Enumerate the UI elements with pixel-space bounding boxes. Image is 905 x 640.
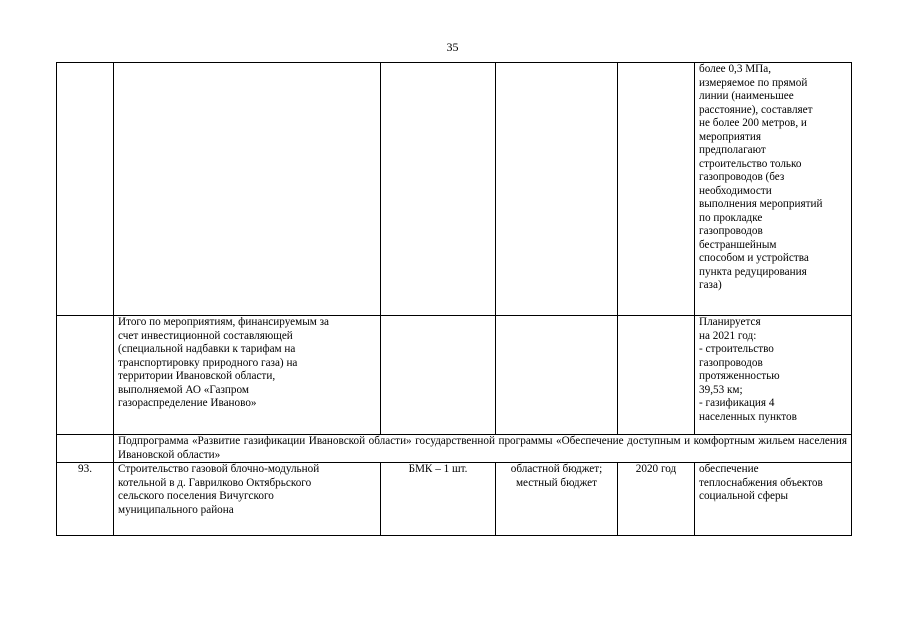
cell-name	[114, 316, 381, 435]
cell-number	[57, 316, 114, 435]
text-line: счет инвестиционной составляющей	[118, 329, 293, 342]
text-line: газопроводов	[699, 356, 763, 369]
text-line: социальной сферы	[699, 490, 789, 502]
cell-year	[618, 316, 695, 435]
table-row-93	[57, 463, 852, 536]
text-line: (специальной надбавки к тарифам на	[118, 343, 296, 355]
text-line: газопроводов (без	[699, 171, 785, 183]
cell-number	[57, 435, 114, 463]
text-line: территории Ивановской области,	[118, 370, 276, 382]
cell-name	[114, 463, 381, 536]
cell-year	[618, 63, 695, 316]
text-line: пункта редуцирования	[699, 265, 807, 278]
text-line: населенных пунктов	[699, 410, 797, 423]
page-number: 35	[446, 40, 459, 54]
text-line: необходимости	[699, 184, 772, 197]
cell-number: 93.	[57, 463, 114, 536]
table-row-continuation	[57, 63, 852, 316]
text-line: выполняемой АО «Газпром	[118, 383, 249, 396]
text-line: более 0,3 МПа,	[699, 63, 772, 75]
table-row-subprogram	[57, 435, 852, 463]
text-line: линии (наименьшее	[699, 90, 794, 102]
cell-name	[114, 63, 381, 316]
subprogram-heading: Подпрограмма «Развитие газификации Ивановской области» государственной программы «Обеспечение доступным и комфортным жильем населения Ивановской области»	[114, 435, 852, 463]
text-line: местный бюджет	[515, 476, 598, 489]
cell-funding-source	[496, 63, 618, 316]
text-line: не более 200 метров, и	[699, 117, 807, 129]
text-line: транспортировку природного газа) на	[118, 356, 298, 369]
cell-number	[57, 63, 114, 316]
text-line: Планируется	[699, 316, 761, 328]
text-line: газа)	[699, 279, 722, 291]
text-line: газораспределение Иваново»	[118, 397, 257, 409]
text-line: измеряемое по прямой	[699, 76, 808, 89]
measures-table	[56, 62, 852, 536]
text-line: 39,53 км;	[699, 383, 743, 396]
text-line: областной бюджет;	[510, 463, 603, 475]
cell-capacity	[381, 63, 496, 316]
cell-result	[695, 316, 852, 435]
text-line: теплоснабжения объектов	[699, 476, 823, 489]
text-line: - строительство	[699, 343, 774, 355]
text-line: строительство только	[699, 157, 802, 170]
text-line: - газификация 4	[699, 397, 775, 409]
cell-funding-source	[496, 463, 618, 536]
cell-result	[695, 463, 852, 536]
text-line: протяженностью	[699, 370, 780, 382]
cell-funding-source	[496, 316, 618, 435]
text-line: Строительство газовой блочно-модульной	[118, 463, 320, 475]
text-line: сельского поселения Вичугского	[118, 490, 274, 502]
text-line: способом и устройства	[699, 252, 809, 264]
text-line: выполнения мероприятий	[699, 198, 823, 210]
table-row-total	[57, 316, 852, 435]
text-line: предполагают	[699, 144, 766, 156]
text-line: на 2021 год:	[699, 329, 757, 342]
text-line: расстояние), составляет	[699, 103, 813, 116]
text-line: бестраншейным	[699, 238, 777, 251]
cell-year: 2020 год	[618, 463, 695, 536]
text-line: котельной в д. Гаврилково Октябрьского	[118, 476, 312, 489]
cell-capacity	[381, 316, 496, 435]
text-line: обеспечение	[699, 463, 759, 475]
text-line: газопроводов	[699, 225, 763, 237]
cell-result	[695, 63, 852, 316]
text-line: муниципального района	[118, 503, 234, 516]
text-line: мероприятия	[699, 130, 761, 143]
text-line: по прокладке	[699, 211, 763, 224]
cell-capacity: БМК – 1 шт.	[381, 463, 496, 536]
text-line: Итого по мероприятиям, финансируемым за	[118, 316, 329, 328]
